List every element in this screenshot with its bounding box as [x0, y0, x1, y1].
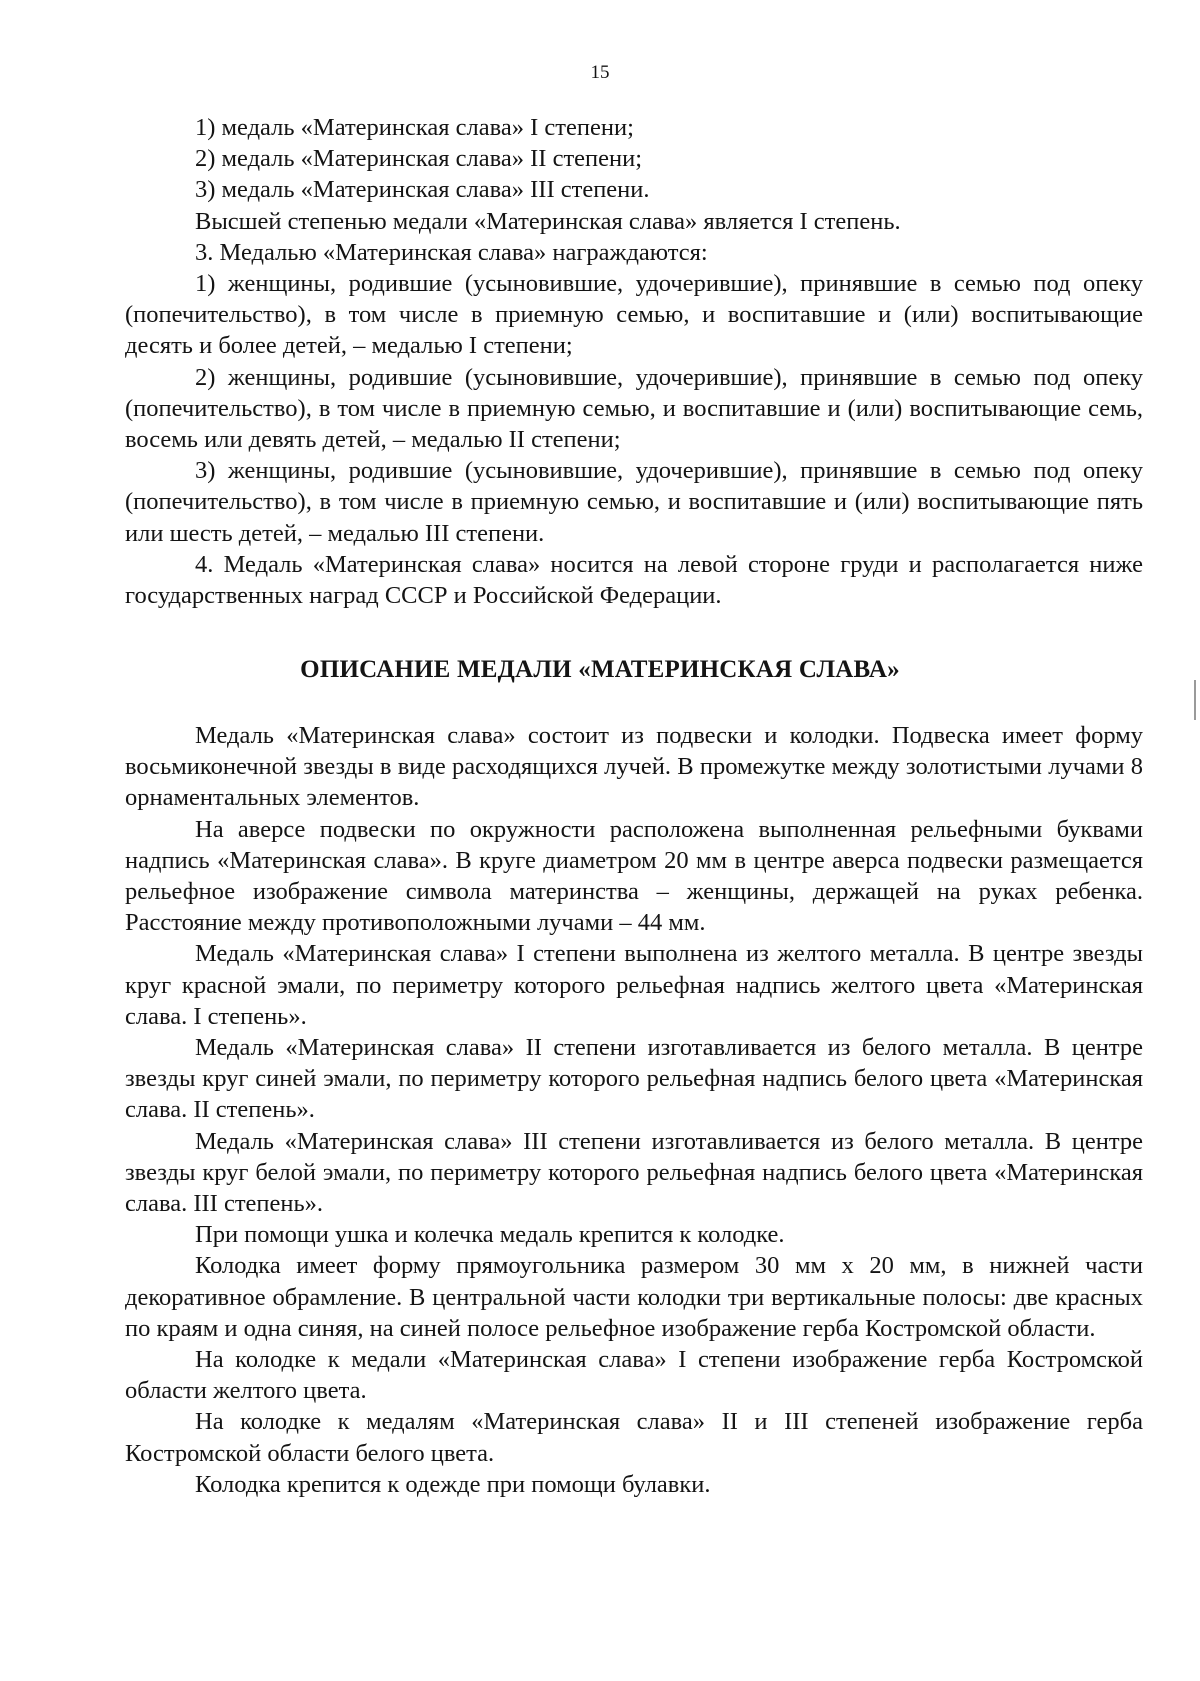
paragraph-criteria-2: 2) женщины, родившие (усыновившие, удочерившие), принявшие в семью под опеку (попечительство), в том числе в приемную семью, и воспитавшие и (или) воспитывающие семь, восемь или девять детей, – медалью II степени;	[125, 363, 1143, 454]
award-grades-section	[125, 112, 1143, 611]
paragraph-criteria-1: 1) женщины, родившие (усыновившие, удочерившие), принявшие в семью под опеку (попечительство), в том числе в приемную семью, и воспитавшие и (или) воспитывающие десять и более детей, – медалью I степени;	[125, 270, 1143, 360]
paragraph-grade-3: 3) медаль «Материнская слава» III степени.	[195, 176, 650, 204]
paragraph-medal-composition: Медаль «Материнская слава» состоит из подвески и колодки. Подвеска имеет форму восьмиконечной звезды в виде расходящихся лучей. В промежутке между золотистыми лучами 8 орнаментальных элементов.	[125, 722, 1143, 812]
paragraph-grade-2: 2) медаль «Материнская слава» II степени;	[195, 145, 643, 173]
paragraph-wearing: 4. Медаль «Материнская слава» носится на левой стороне груди и располагается ниже государственных наград СССР и Российской Федерации.	[125, 550, 1143, 610]
medal-description-section	[125, 720, 1143, 1500]
paragraph-pin: Колодка крепится к одежде при помощи булавки.	[195, 1470, 711, 1498]
paragraph-ribbon-grade-1: На колодке к медали «Материнская слава» I степени изображение герба Костромской области желтого цвета.	[125, 1346, 1143, 1405]
paragraph-attachment: При помощи ушка и колечка медаль крепится к колодке.	[195, 1221, 785, 1249]
paragraph-grade-1-description: Медаль «Материнская слава» I степени выполнена из желтого металла. В центре звезды круг красной эмали, по периметру которого рельефная надпись желтого цвета «Материнская слава. I степень».	[125, 940, 1143, 1030]
paragraph-criteria-3: 3) женщины, родившие (усыновившие, удочерившие), принявшие в семью под опеку (попечительство), в том числе в приемную семью, и воспитавшие и (или) воспитывающие пять или шесть детей, – медалью III степени.	[125, 457, 1143, 547]
scan-edge-mark	[1194, 680, 1196, 720]
paragraph-ribbon-grade-2-3: На колодке к медалям «Материнская слава» II и III степеней изображение герба Костромской области белого цвета.	[125, 1408, 1143, 1467]
paragraph-grade-1: 1) медаль «Материнская слава» I степени;	[195, 114, 634, 141]
section-heading: ОПИСАНИЕ МЕДАЛИ «МАТЕРИНСКАЯ СЛАВА»	[300, 656, 900, 683]
paragraph-obverse: На аверсе подвески по окружности расположена выполненная рельефными буквами надпись «Материнская слава». В круге диаметром 20 мм в центре аверса подвески размещается рельефное изображение символа материнства – женщины, держащей на руках ребенка. Расстояние между противоположными лучами – 44 мм.	[125, 815, 1143, 937]
paragraph-grade-2-description: Медаль «Материнская слава» II степени изготавливается из белого металла. В центре звезды круг синей эмали, по периметру которого рельефная надпись белого цвета «Материнская слава. II степень».	[125, 1034, 1143, 1124]
paragraph-highest-grade: Высшей степенью медали «Материнская слава» является I степень.	[195, 207, 901, 235]
paragraph-ribbon-bar: Колодка имеет форму прямоугольника размером 30 мм х 20 мм, в нижней части декоративное обрамление. В центральной части колодки три вертикальные полосы: две красных по краям и одна синяя, на синей полосе рельефное изображение герба Костромской области.	[125, 1252, 1143, 1342]
paragraph-grade-3-description: Медаль «Материнская слава» III степени изготавливается из белого металла. В центре звезды круг белой эмали, по периметру которого рельефная надпись белого цвета «Материнская слава. III степень».	[125, 1127, 1143, 1218]
page-number: 15	[590, 62, 610, 83]
paragraph-awarded-intro: 3. Медалью «Материнская слава» награждаются:	[195, 238, 708, 266]
